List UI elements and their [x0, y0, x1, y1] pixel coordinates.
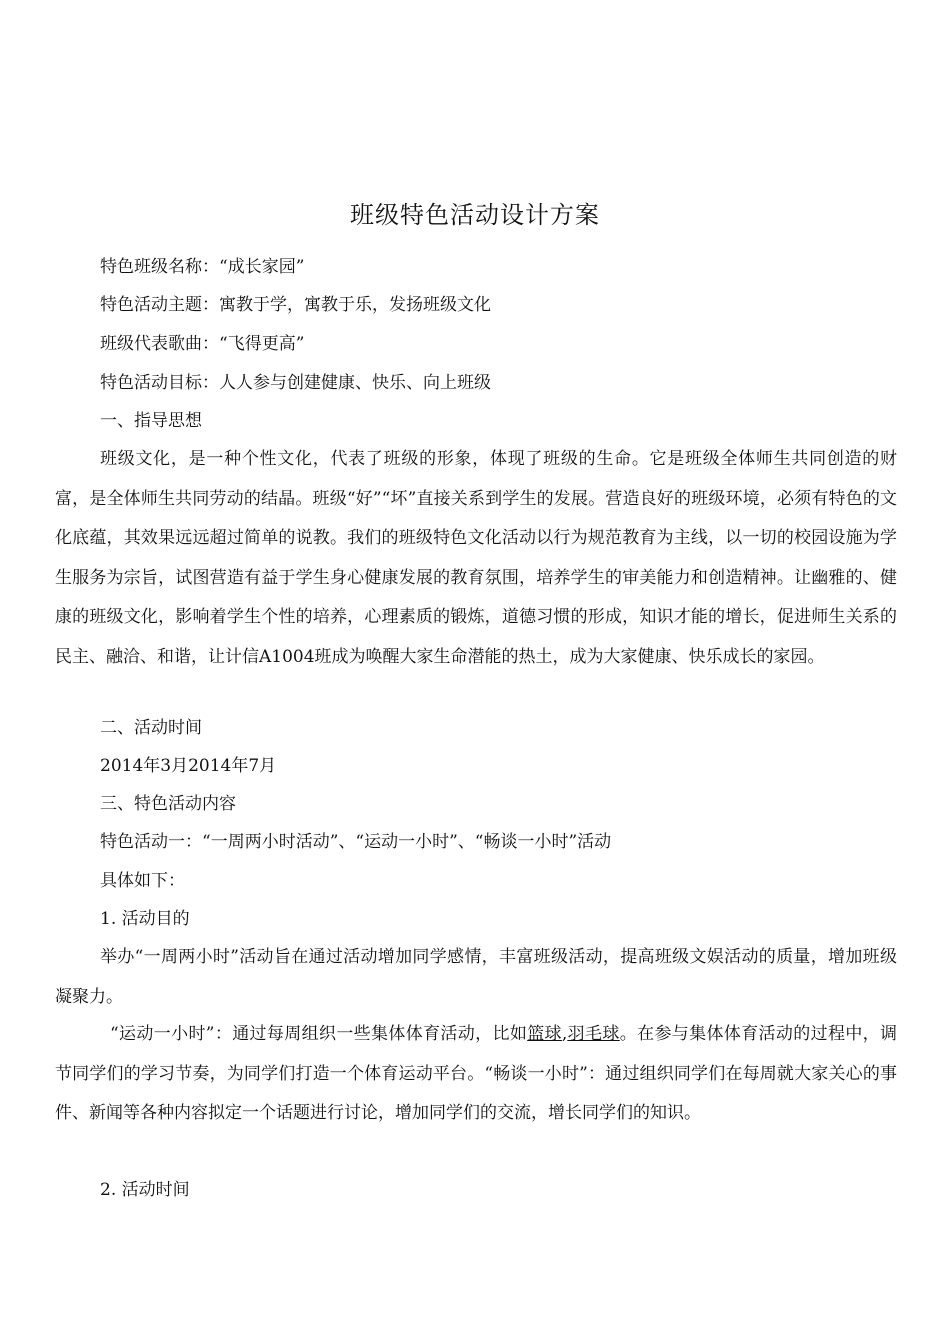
basketball-link[interactable]: 篮球 — [527, 1024, 562, 1044]
sport-text-2: 。在参与集体体育活动的过程中，调节同学们的学习节奏，为同学们打造一个体育运动平台。“畅谈一小时”：通过组织同学们在每周就大家关心的事件、新闻等各种内容拟定一个话题进行讨论，增加同学们的交流，增长同学们的知识。 — [55, 1024, 898, 1123]
goal-line: 特色活动目标：人人参与创建健康、快乐、向上班级 — [100, 373, 491, 393]
document-title: 班级特色活动设计方案 — [350, 201, 600, 229]
sport-text-1: “运动一小时”：通过每周组织一些集体体育活动，比如 — [110, 1024, 528, 1044]
section2-heading: 二、活动时间 — [100, 718, 202, 738]
section2-body: 2014年3月2014年7月 — [100, 756, 277, 776]
sub1-heading: 1. 活动目的 — [100, 909, 190, 929]
song-line: 班级代表歌曲：“飞得更高” — [100, 334, 305, 354]
section1-heading: 一、指导思想 — [100, 411, 202, 431]
separator-comma: , — [561, 1024, 568, 1044]
class-name-line: 特色班级名称：“成长家园” — [100, 257, 305, 277]
activity1-title: 特色活动一：“一周两小时活动”、“运动一小时”、“畅谈一小时”活动 — [100, 832, 612, 852]
details-intro: 具体如下： — [100, 871, 185, 891]
sport-paragraph — [55, 1015, 897, 1134]
section1-body: 班级文化，是一种个性文化，代表了班级的形象，体现了班级的生命。它是班级全体师生共同创造的财富，是全体师生共同劳动的结晶。班级“好”“坏”直接关系到学生的发展。营造良好的班级环境，必须有特色的文化底蕴，其效果远远超过简单的说教。我们的班级特色文化活动以行为规范教育为主线，以一切的校园设施为学生服务为宗旨，试图营造有益于学生身心健康发展的教育氛围，培养学生的审美能力和创造精神。让幽雅的、健康的班级文化，影响着学生个性的培养，心理素质的锻炼，道德习惯的形成，知识才能的增长，促进师生关系的民主、融洽、和谐，让计信A1004班成为唤醒大家生命潜能的热土，成为大家健康、快乐成长的家园。 — [55, 449, 897, 667]
sub2-heading: 2. 活动时间 — [100, 1180, 190, 1200]
section3-heading: 三、特色活动内容 — [100, 794, 236, 814]
theme-line: 特色活动主题：寓教于学，寓教于乐，发扬班级文化 — [100, 295, 491, 315]
badminton-link[interactable]: 羽毛球 — [567, 1024, 620, 1044]
sub1-body: 举办“一周两小时”活动旨在通过活动增加同学感情，丰富班级活动，提高班级文娱活动的质量，增加班级凝聚力。 — [55, 947, 897, 1007]
